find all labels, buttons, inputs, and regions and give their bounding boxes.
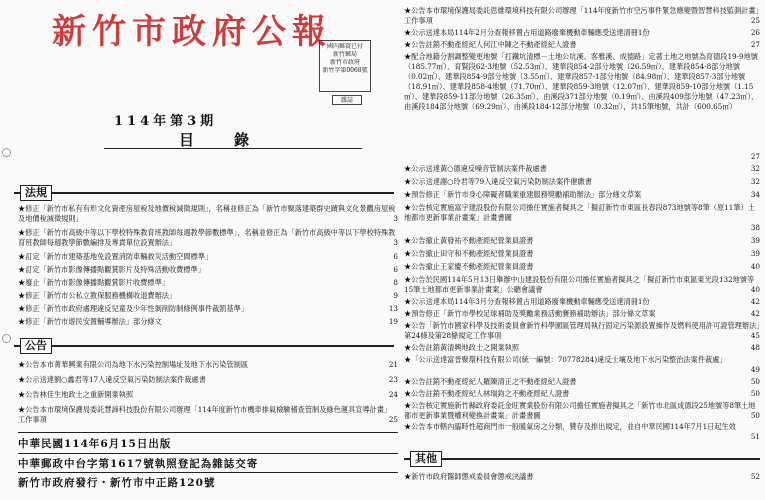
- toc-entry[interactable]: [18, 265, 398, 275]
- left-column: [14, 0, 398, 500]
- toc-entry[interactable]: [18, 228, 398, 248]
- toc-title: 目錄: [179, 131, 290, 149]
- publish-date: 中華民國114年6月15日出版: [18, 438, 172, 450]
- entry-page: 49: [750, 365, 760, 374]
- section-rule: [404, 458, 760, 460]
- entry-page: 52: [750, 472, 760, 481]
- entry-page: 19: [388, 317, 398, 326]
- toc-entry[interactable]: [18, 360, 398, 370]
- toc-entry[interactable]: [404, 321, 760, 341]
- binding-hole: [2, 334, 11, 343]
- entry-page: 50: [750, 389, 760, 398]
- toc-entry[interactable]: [404, 262, 760, 272]
- entry-page: 6: [393, 252, 398, 261]
- toc-entry[interactable]: [404, 401, 760, 421]
- entry-text: ★公告註銷不動產經紀人林瑞鈞之不動產經紀人證書: [404, 389, 570, 398]
- toc-entry[interactable]: [404, 203, 760, 233]
- postage-registration-box: [319, 40, 371, 92]
- section-heading-regulations: 法規: [20, 185, 52, 201]
- entry-text: ★修正「新竹市遊民安置輔導辦法」部分條文: [18, 317, 162, 326]
- title-rule: [104, 148, 362, 149]
- binding-holes: [2, 0, 12, 500]
- entry-page: 38: [750, 223, 760, 232]
- toc-entry[interactable]: [404, 309, 760, 319]
- entry-text: ★修正「新竹市私有有形文化資產房屋稅及地價稅減徵規則」，名稱並修正為「新竹市聚落建築群史蹟與文化景觀房屋稅及地價稅減徵規則」: [18, 204, 396, 223]
- entry-page: 8: [393, 278, 398, 287]
- entry-page: 26: [750, 28, 760, 37]
- toc-entry[interactable]: [18, 204, 398, 224]
- entry-text: ★配合地籍分割調整變更地號「打鐵坑清標－土地公坑溪、客雅溪、成德路」定著土地之地號為育德段19-9地號（185.77㎡）、育賢段62-3地號（52.53㎡）、建華段854-2部分地號（26.59㎡）、建華段854-8部分地號（0.02㎡）、建華段854-9部分地號（3.55㎡）、建華段857-1部分地號（84.98㎡）、建華段857-3部分地號（18.91㎡）、建華段858-4地號（71.70㎡）、建華段859-3地號（12.07㎡）、建華段859-10部分地號（1.15㎡）、建華段859-11部分地號（26.35㎡）、由溪段371部分地號（0.19㎡）、由溪段409部分地號（47.23㎡）、由溪段184部分地號（69.29㎡）、由溪段184-12部分地號（0.32㎡），共15筆地號，共計（600.65㎡）: [404, 52, 759, 111]
- section-heading-announcements: 公告: [20, 338, 52, 354]
- entry-text: ★公告撤止田守和不動產經紀營業員證書: [404, 249, 534, 258]
- entry-page: 39: [750, 249, 760, 258]
- entry-page: 50: [750, 377, 760, 386]
- publisher-address: 新竹市政府發行・新竹市中正路120號: [18, 472, 398, 490]
- postal-registration: 中華郵政中台字第1617號執照登記為雜誌交寄: [18, 453, 398, 471]
- toc-entry[interactable]: [404, 275, 760, 295]
- toc-entry[interactable]: [18, 252, 398, 262]
- entry-text: ★修正「新竹市政府處理違反兒童及少年性剝削防制條例事件裁罰基準」: [18, 304, 249, 313]
- toc-entry[interactable]: [404, 40, 760, 50]
- toc-entry[interactable]: [18, 291, 398, 301]
- entry-page: 21: [388, 360, 398, 369]
- entry-text: ★公示送達劉○鑫君等17人違反空氣污染防制法案件裁處書: [18, 375, 206, 384]
- entry-page: 6: [393, 265, 398, 274]
- entry-page: 51: [750, 432, 760, 441]
- footer-rule: [18, 432, 398, 433]
- entry-text: ★公告本市轄內臨時性超商門市一般暖氣房之分類，贊存及排出規定，並自中華民國114年7月1日起生效: [404, 422, 736, 431]
- toc-entry[interactable]: [404, 28, 760, 38]
- entry-page: 42: [750, 297, 760, 306]
- entry-page: 27: [750, 40, 760, 49]
- toc-entry[interactable]: [18, 304, 398, 314]
- right-column: [404, 0, 762, 500]
- entry-text: ★公告林佳生地政士之重新開業執照: [18, 390, 134, 399]
- entry-text: ★公告本市環境保護局委託思維環境科技有限公司辦理「114年度新竹市空污事件緊急應變暨智慧科技監測計畫」工作事項: [404, 6, 760, 25]
- registration-line: 新竹郵局: [332, 51, 357, 58]
- toc-entry[interactable]: [404, 472, 760, 482]
- section-heading-others: 其他: [410, 451, 442, 467]
- entry-text: ★修正「新竹市公私立教保服務機構收退費辦法」: [18, 291, 177, 300]
- entry-page: 3: [393, 214, 398, 223]
- entry-page: 24: [388, 390, 398, 399]
- entry-text: ★公告本市菁華興業有限公司為地下水污染控制場址及地下水污染管制區: [18, 360, 249, 369]
- toc-entry[interactable]: [404, 52, 760, 162]
- toc-entry[interactable]: [404, 389, 760, 399]
- entry-text: ★預告修正「新竹市身心障礙者職業重建服務獎勵補助辦法」部分條文草案: [404, 190, 642, 199]
- entry-text: ★公告註銷黃清興地政士之開業執照: [404, 343, 520, 352]
- entry-text: ★公告註銷不動產經紀人何江中陳之不動產經紀人證書: [404, 40, 577, 49]
- entry-page: 42: [750, 309, 760, 318]
- registration-line: 新竹字第0068號: [322, 67, 368, 74]
- entry-text: ★預告修正「新竹市學校足球補助及獎勵業務活動賽務補助辦法」部分條文草案: [404, 309, 656, 318]
- entry-page: 9: [393, 291, 398, 300]
- entry-page: 45: [750, 331, 760, 340]
- entry-page: 40: [750, 285, 760, 294]
- entry-page: 32: [750, 177, 760, 186]
- section-rule: [14, 345, 394, 347]
- toc-entry[interactable]: [18, 405, 398, 425]
- entry-text: ★公告「新竹市國家科學及技術委員會新竹科學園區管理局執行固定污染源設置操作及燃料使用許可證管理辦法」第24條及第28條規定工作事項: [404, 321, 760, 340]
- toc-entry[interactable]: [404, 164, 760, 174]
- registration-line: 國內郵資已付: [326, 43, 363, 50]
- entry-page: 25: [750, 16, 760, 25]
- toc-entry[interactable]: [18, 375, 398, 385]
- entry-text: ★公示送達黃○德違反噪音管制法案件裁處書: [404, 164, 547, 173]
- entry-text: ★修正「新竹市高級中等以下學校特殊教育班教師每週教學節數標準」，名稱並修正為「新竹市高級中等以下學校特殊教育班教師每週教學節數編排及專責單位設置辦法」: [18, 228, 396, 247]
- toc-entry[interactable]: [18, 390, 398, 400]
- toc-entry[interactable]: [404, 343, 760, 353]
- entry-text: ★公告核定實施富宇建設股份有限公司擔任實施者擬具之「擬訂新竹市東區長春段873地號等8筆（原11筆）土地都市更新事業計畫案」計畫書圖: [404, 203, 755, 222]
- entry-page: 32: [750, 164, 760, 173]
- magazine-stamp: 雜誌: [332, 95, 362, 105]
- entry-text: ★公示送達本局114年3月分查報移置占用道路廢棄機動車輛應受送達清冊1份: [404, 297, 650, 306]
- entry-text: ★廢止「新竹市影像傳播點觀賞影片收費標準」: [18, 278, 169, 287]
- entry-page: 27: [750, 152, 760, 161]
- entry-page: 50: [750, 411, 760, 420]
- toc-entry[interactable]: [404, 377, 760, 387]
- entry-text: ★公示送達本局114年2月分查報移置占用道路廢棄機動車輛應受送達清冊1份: [404, 28, 650, 37]
- entry-text: ★「公示送達富晉聚環科技有限公司(統一編號：70778284)違反土壤及地下水污染整治法案件裁處」: [404, 355, 727, 364]
- entry-text: ★公告撤止黃發祐不動產經紀營業員證書: [404, 236, 534, 245]
- toc-entry[interactable]: [18, 278, 398, 288]
- issue-number: 114年第3期: [114, 114, 218, 129]
- entry-text: ★訂定「新竹市影像傳播點觀賞影片及特殊活動收費標準」: [18, 265, 205, 274]
- entry-page: 40: [750, 262, 760, 271]
- toc-entry[interactable]: [404, 6, 760, 26]
- entry-page: 3: [393, 238, 398, 247]
- toc-entry[interactable]: [18, 317, 398, 327]
- masthead-title: 新竹市政府公報: [52, 12, 332, 52]
- entry-text: ★公告核定實施新竹縣政府委託金旺實業股份有限公司擔任實施者擬具之「新竹市北區成德段25地號等8筆土地都市更新事業暨權利變換計畫案」計畫書圖: [404, 401, 756, 420]
- entry-text: ★公告撤止王家慶不動產經紀營業員證書: [404, 262, 534, 271]
- toc-entry[interactable]: [404, 422, 760, 442]
- toc-entry[interactable]: [404, 355, 760, 375]
- entry-page: 23: [388, 375, 398, 384]
- entry-text: ★訂定「新竹市建築基地免設置消防車輛救災活動空間標準」: [18, 252, 213, 261]
- entry-text: ★公告註銷不動產經紀人羅陳清正之不動產經紀人證書: [404, 377, 577, 386]
- entry-page: 48: [750, 343, 760, 352]
- toc-entry[interactable]: [404, 249, 760, 259]
- toc-entry[interactable]: [404, 177, 760, 187]
- entry-text: ★新竹市政府醫師懲戒委員會懲戒決議書: [404, 472, 534, 481]
- binding-hole: [2, 148, 11, 157]
- section-rule: [14, 192, 394, 194]
- toc-entry[interactable]: [404, 236, 760, 246]
- toc-entry[interactable]: [404, 190, 760, 200]
- entry-page: 13: [388, 304, 398, 313]
- entry-page: 39: [750, 236, 760, 245]
- entry-text: ★公告本市環境保護局委託慧諦科技股份有限公司辦理「114年度新竹市機車排氣檢驗稽查管制及綠色運具宣導計畫」工作事項: [18, 405, 392, 424]
- registration-line: 新竹市政府: [329, 59, 360, 66]
- entry-page: 25: [388, 415, 398, 424]
- entry-text: ★公示送達謝○玲君等79人違反空氣污染防制法案件催繳書: [404, 177, 592, 186]
- toc-entry[interactable]: [404, 297, 760, 307]
- entry-text: ★公告於民國114年5月13日舉辦中山建設股份有限公司擔任實施者擬具之「擬訂新竹市東區東光段132地號等15筆土地都市更新事業計畫案」公聽會議會: [404, 275, 755, 294]
- entry-page: 34: [750, 190, 760, 199]
